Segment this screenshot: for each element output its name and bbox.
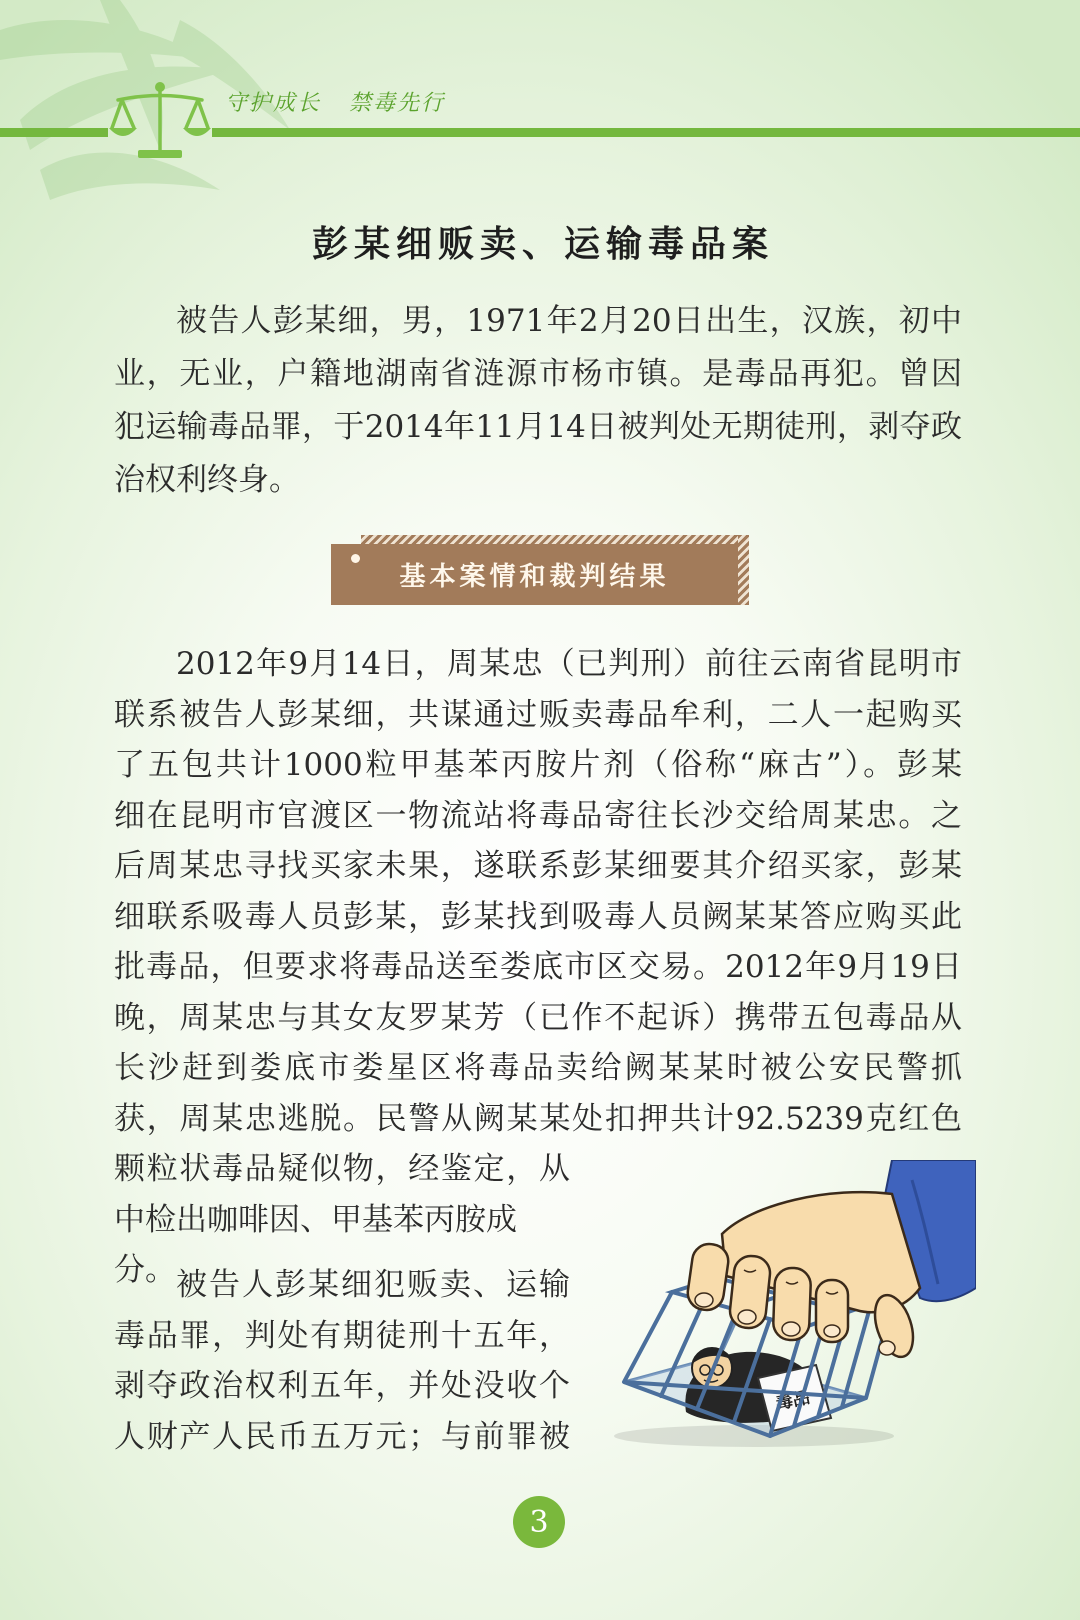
banner-hatch-right — [738, 535, 749, 605]
hand-holding-cage-icon — [594, 1160, 976, 1448]
text-line: 颗粒状毒品疑似物，经鉴定，从 — [114, 1151, 570, 1187]
text-line: 人财产人民币五万元；与前罪被 — [114, 1418, 570, 1455]
text-line: 剥夺政治权利五年，并处没收个 — [114, 1368, 570, 1404]
text-line: 2012年9月14日，周某忠（已判刑）前往云南省昆明市 — [176, 646, 962, 682]
header-slogan-drug-prevention: 禁毒先行 — [349, 91, 446, 116]
header-rule-left — [0, 128, 108, 137]
text-line: 被告人彭某细犯贩卖、运输 — [176, 1267, 570, 1303]
banner-dot-icon — [351, 554, 360, 563]
text-line: 晚，周某忠与其女友罗某芳（已作不起诉）携带五包毒品从 — [114, 999, 962, 1036]
text-line: 治权利终身。 — [114, 462, 300, 498]
defendant-intro-paragraph — [114, 295, 962, 507]
hand — [686, 1192, 920, 1362]
text-line: 细在昆明市官渡区一物流站将毒品寄往长沙交给周某忠。之 — [114, 797, 962, 834]
text-line: 被告人彭某细，男，1971年2月20日出生，汉族，初中 — [176, 303, 962, 339]
text-line: 后周某忠寻找买家未果，遂联系彭某细要其介绍买家，彭某 — [114, 848, 962, 884]
text-line: 中检出咖啡因、甲基苯丙胺成分。 — [114, 1201, 517, 1288]
section-banner — [331, 535, 749, 605]
banner-hatch-top — [361, 535, 749, 544]
text-line: 业，无业，户籍地湖南省涟源市杨市镇。是毒品再犯。曾因 — [114, 356, 962, 392]
page-number: 3 — [513, 1496, 565, 1548]
text-line: 毒品罪，判处有期徒刑十五年， — [114, 1317, 570, 1354]
case-title: 彭某细贩卖、运输毒品案 — [311, 224, 774, 265]
section-heading: 基本案情和裁判结果 — [399, 562, 670, 592]
text-line: 长沙赶到娄底市娄星区将毒品卖给阙某某时被公安民警抓 — [114, 1050, 962, 1086]
drug-bag-label: 毒品 — [774, 1387, 812, 1415]
text-line: 批毒品，但要求将毒品送至娄底市区交易。2012年9月19日 — [114, 949, 962, 985]
header-slogan-protect-growth: 守护成长 — [225, 91, 322, 116]
text-line: 犯运输毒品罪，于2014年11月14日被判处无期徒刑，剥夺政 — [114, 409, 962, 445]
banner-body — [331, 544, 738, 605]
text-line: 细联系吸毒人员彭某，彭某找到吸毒人员阙某某答应购买此 — [114, 898, 962, 935]
balance-scale-icon — [108, 80, 212, 162]
text-line: 获，周某忠逃脱。民警从阙某某处扣押共计92.5239克红色 — [114, 1100, 962, 1137]
text-line: 联系被告人彭某细，共谋通过贩卖毒品牟利，二人一起购买 — [114, 696, 962, 733]
header-rule-right — [212, 128, 1080, 137]
text-line: 了五包共计1000粒甲基苯丙胺片剂（俗称“麻古”）。彭某 — [114, 747, 962, 783]
